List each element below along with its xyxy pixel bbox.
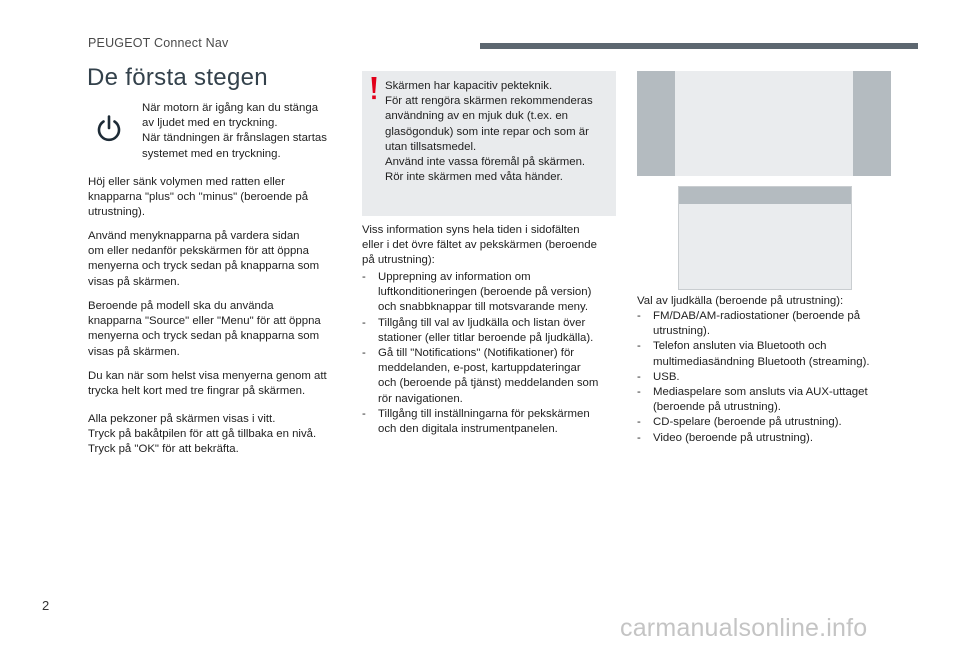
manual-header-title: PEUGEOT Connect Nav <box>88 36 229 50</box>
left-sidebar-zone <box>637 71 675 176</box>
list-item: - Telefon ansluten via Bluetooth och multimediasändning Bluetooth (streaming). <box>637 340 870 368</box>
top-bar-zone <box>679 187 851 204</box>
power-icon <box>93 112 125 144</box>
sidebar-info-list <box>362 270 620 437</box>
screen-diagram-topbar <box>678 186 852 290</box>
watermark: carmanualsonline.info <box>620 614 868 642</box>
list-item: - Tillgång till inställningarna för pekskärmen och den digitala instrumentpanelen. <box>362 407 590 436</box>
menu-buttons-paragraph: Använd menyknapparna på vardera sidan om eller nedanför pekskärmen för att öppna menyerna och tryck sedan på knapparna som visas på skärmen. <box>88 230 320 288</box>
sidebar-info-intro: Viss information syns hela tiden i sidofälten eller i det övre fältet av pekskärmen (beroende på utrustning): <box>362 224 597 267</box>
list-item: - CD-spelare (beroende på utrustning). <box>637 416 842 429</box>
touch-zones-paragraph: Alla pekzoner på skärmen visas i vitt. Tryck på bakåtpilen för att gå tillbaka en nivå. Tryck på "OK" för att bekräfta. <box>88 413 317 456</box>
list-item: - Upprepning av information om luftkonditioneringen (beroende på version) och snabbknappar till motsvarande meny. <box>362 271 592 314</box>
right-sidebar-zone <box>853 71 891 176</box>
list-item: - Gå till "Notifications" (Notifikationer) för meddelanden, e-post, kartuppdateringar och (beroende på tjänst) meddelanden som rör navigationen. <box>362 347 599 405</box>
page-number: 2 <box>42 598 50 613</box>
list-item: - USB. <box>637 370 680 383</box>
exclamation-icon <box>371 77 377 101</box>
list-item: - Mediaspelare som ansluts via AUX-uttaget (beroende på utrustning). <box>637 386 868 414</box>
list-item: - Tillgång till val av ljudkälla och listan över stationer (eller titlar beroende på ljudkälla). <box>362 316 594 344</box>
volume-paragraph: Höj eller sänk volymen med ratten eller knapparna "plus" och "minus" (beroende på utrustning). <box>88 176 309 219</box>
list-item: - FM/DAB/AM-radiostationer (beroende på utrustning). <box>637 310 861 338</box>
page-heading: De första stegen <box>87 64 268 91</box>
audio-source-list <box>637 309 899 446</box>
screen-diagram-sidebars <box>637 71 891 176</box>
audio-source-intro: Val av ljudkälla (beroende på utrustning): <box>637 295 844 307</box>
three-finger-paragraph: Du kan när som helst visa menyerna genom att trycka helt kort med tre fingrar på skärmen. <box>88 370 327 398</box>
list-item: - Video (beroende på utrustning). <box>637 431 814 444</box>
power-instructions: När motorn är igång kan du stänga av ljudet med en tryckning. När tändningen är frånslagen startas systemet med en tryckning. <box>142 102 327 160</box>
warning-text: Skärmen har kapacitiv pekteknik. För att rengöra skärmen rekommenderas användning av en mjuk duk (t.ex. en glasögonduk) som inte repar och som är utan tillsatsmedel. Använd inte vassa föremål på skärmen. Rör inte skärmen med våta händer. <box>385 80 593 184</box>
header-rule <box>480 43 918 49</box>
source-menu-paragraph: Beroende på modell ska du använda knapparna "Source" eller "Menu" för att öppna menyerna och tryck sedan på knapparna som visas på skärmen. <box>88 300 321 358</box>
